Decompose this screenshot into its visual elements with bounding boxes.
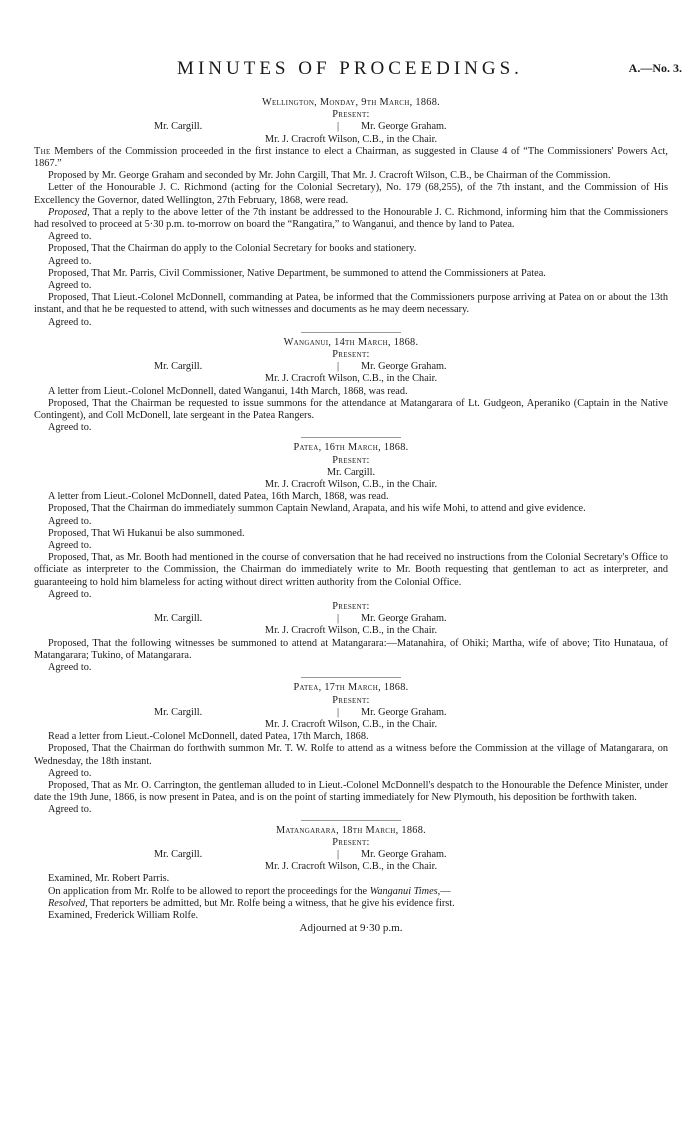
paragraph: The Members of the Commission proceeded in the first instance to elect a Chairman, as suggested in Clause 4 of “The Commissioners' Powers Act, 1867.” (34, 145, 668, 169)
present-label: Present: (332, 349, 370, 361)
paragraph: Proposed, That the Chairman be requested to issue summons for the attendance at Matangarara of Lt. Gudgeon, Aperaniko (Captain in the Native Contingent), and Coll McDonell, late sergeant in the Patea Rangers. (34, 397, 668, 422)
section-patea-17-march (34, 682, 668, 816)
section-heading: Wellington, Monday, 9th March, 1868. (261, 97, 441, 108)
present-label: Present: (332, 109, 370, 121)
member-right: Mr. George Graham. (361, 613, 447, 625)
paragraph: Agreed to. (48, 540, 92, 552)
paragraph-text: — (440, 885, 451, 897)
section-heading: Wanganui, 14th March, 1868. (283, 336, 419, 348)
paragraph: Proposed, That the Chairman do forthwith summon Mr. T. W. Rolfe to attend as a witness before the Commission at the village of Matangarara, on Wednesday, the 18th instant. (34, 743, 668, 767)
newspaper-title: Wanganui Times, (369, 885, 441, 897)
paragraph (34, 886, 668, 898)
present-label: Present: (332, 836, 370, 848)
paragraph: Letter of the Honourable J. C. Richmond (acting for the Colonial Secretary), No. 179 (68,255), of the 7th instant, and the Commission of His Excellency the Governor, dated Wellington, 27th February, 1868, were read. (34, 182, 668, 206)
paragraph: Agreed to. (48, 316, 92, 328)
chair-line: Mr. J. Cracroft Wilson, C.B., in the Chair. (264, 479, 438, 491)
member-left: Mr. Cargill. (154, 121, 203, 133)
paragraph: Agreed to. (48, 767, 92, 779)
member-divider: | (337, 613, 340, 625)
present-members (34, 849, 668, 861)
paragraph: Agreed to. (48, 231, 92, 243)
present-label: Present: (332, 601, 370, 613)
member-left: Mr. Cargill. (154, 613, 203, 625)
section-divider (301, 677, 401, 678)
member-divider: | (337, 848, 340, 860)
paragraph: Agreed to. (48, 515, 92, 527)
section-matangarara-18-march (34, 825, 668, 935)
paragraph (34, 207, 668, 231)
paragraph: Proposed, That Mr. Parris, Civil Commissioner, Native Department, be summoned to attend the Commissioners at Patea. (48, 267, 546, 279)
member-divider: | (337, 706, 340, 718)
paragraph: Proposed, That the following witnesses be summoned to attend at Matangarara:—Matanahira, of Ohiki; Martha, wife of above; Tito Hunataua, of Matangarara; Tukino, of Matangarara. (34, 637, 668, 661)
member-right: Mr. George Graham. (361, 848, 447, 860)
paragraph: Agreed to. (48, 588, 92, 600)
chair-line: Mr. J. Cracroft Wilson, C.B., in the Chair. (264, 861, 438, 873)
paragraph: Examined, Frederick William Rolfe. (48, 909, 199, 921)
paragraph: A letter from Lieut.-Colonel McDonnell, dated Wanganui, 14th March, 1868, was read. (48, 385, 408, 397)
paragraph-text: Members of the Commission proceeded in the first instance to elect a Chairman, as suggested in Clause 4 of “The Commissioners' Powers Act, 1867.” (34, 145, 668, 169)
present-members (34, 121, 668, 133)
section-wanganui-14-march (34, 337, 668, 435)
paragraph: Agreed to. (48, 280, 92, 292)
present-members (34, 707, 668, 719)
chair-line: Mr. J. Cracroft Wilson, C.B., in the Chair. (264, 625, 438, 637)
paragraph: Examined, Mr. Robert Parris. (48, 873, 170, 885)
section-heading: Matangarara, 18th March, 1868. (275, 824, 427, 836)
chair-line: Mr. J. Cracroft Wilson, C.B., in the Chair. (264, 718, 438, 730)
member-divider: | (337, 121, 340, 133)
paragraph: Proposed, That Wi Hukanui be also summoned. (48, 527, 245, 539)
paragraph-text: On application from Mr. Rolfe to be allowed to report the proceedings for the (48, 885, 370, 897)
present-members (34, 613, 668, 625)
section-heading: Patea, 17th March, 1868. (293, 682, 409, 694)
member-right: Mr. George Graham. (361, 361, 447, 373)
paragraph: A letter from Lieut.-Colonel McDonnell, dated Patea, 16th March, 1868, was read. (48, 491, 389, 503)
member-left: Mr. Cargill. (154, 361, 203, 373)
paragraph-text: That reporters be admitted, but Mr. Rolfe being a witness, that he give his evidence first. (87, 897, 455, 909)
member-left: Mr. Cargill. (154, 848, 203, 860)
paragraph: Proposed, That the Chairman do apply to the Colonial Secretary for books and stationery. (48, 243, 417, 255)
chair-line: Mr. J. Cracroft Wilson, C.B., in the Chair. (264, 133, 438, 145)
present-members (34, 361, 668, 373)
member-right: Mr. George Graham. (361, 121, 447, 133)
chair-line: Mr. J. Cracroft Wilson, C.B., in the Chair. (264, 373, 438, 385)
paragraph-lead: Proposed, (48, 206, 90, 218)
paragraph: Proposed, That, as Mr. Booth had mentioned in the course of conversation that he had received no instructions from the Colonial Secretary's Office to officiate as interpreter to the Commission, the Chairman do immediately write to Mr. Booth requesting that gentleman to act as interpreter, and guaranteeing to hold him blameless for acting without direct written authority from the Colonial Office. (34, 552, 668, 588)
section-divider (301, 332, 401, 333)
page-reference: A.—No. 3. (628, 61, 682, 75)
member-right: Mr. George Graham. (361, 706, 447, 718)
section-heading: Patea, 16th March, 1868. (293, 442, 409, 454)
present-label: Present: (332, 694, 370, 706)
paragraph: Agreed to. (48, 662, 92, 674)
paragraph: Agreed to. (48, 422, 92, 434)
paragraph: Proposed, That as Mr. O. Carrington, the gentleman alluded to in Lieut.-Colonel McDonnell's despatch to the Honourable the Defence Minister, under date the 19th June, 1866, is now present in Patea, and is on the point of starting immediately for New Plymouth, his deposition be forthwith taken. (34, 779, 668, 804)
paragraph: Proposed, That Lieut.-Colonel McDonnell, commanding at Patea, be informed that the Commissioners purpose arriving at Patea on or about the 13th instant, and that he be requested to attend, with such witnesses and documents as he may deem necessary. (34, 292, 668, 316)
page-title: MINUTES OF PROCEEDINGS. (177, 58, 523, 79)
paragraph-text: That a reply to the above letter of the 7th instant be addressed to the Honourable J. C. Richmond, informing him that the Commissioners had resolved to proceed at 5·30 p.m. to-morrow on board the “Rangatira,” to Wanganui, and thence by land to Patea. (34, 206, 668, 231)
section-divider (301, 437, 401, 438)
member-left: Mr. Cargill. (154, 706, 203, 718)
paragraph: Proposed by Mr. George Graham and seconded by Mr. John Cargill, That Mr. J. Cracroft Wilson, C.B., be Chairman of the Commission. (48, 170, 611, 182)
member-divider: | (337, 361, 340, 373)
section-divider (301, 820, 401, 821)
paragraph: Read a letter from Lieut.-Colonel McDonnell, dated Patea, 17th March, 1868. (48, 731, 369, 743)
paragraph: Proposed, That the Chairman do immediately summon Captain Newland, Arapata, and his wife Mohi, to attend and give evidence. (48, 503, 586, 515)
section-patea-16-march (34, 442, 668, 674)
paragraph (34, 898, 668, 910)
paragraph: Agreed to. (48, 804, 92, 816)
paragraph-lead: Resolved, (48, 897, 88, 909)
minutes-body (34, 97, 668, 934)
section-wellington-9-march (34, 97, 668, 329)
present-label: Present: (332, 454, 370, 466)
paragraph: Agreed to. (48, 255, 92, 267)
present-single-member: Mr. Cargill. (326, 466, 376, 478)
adjournment-line: Adjourned at 9·30 p.m. (299, 922, 403, 935)
